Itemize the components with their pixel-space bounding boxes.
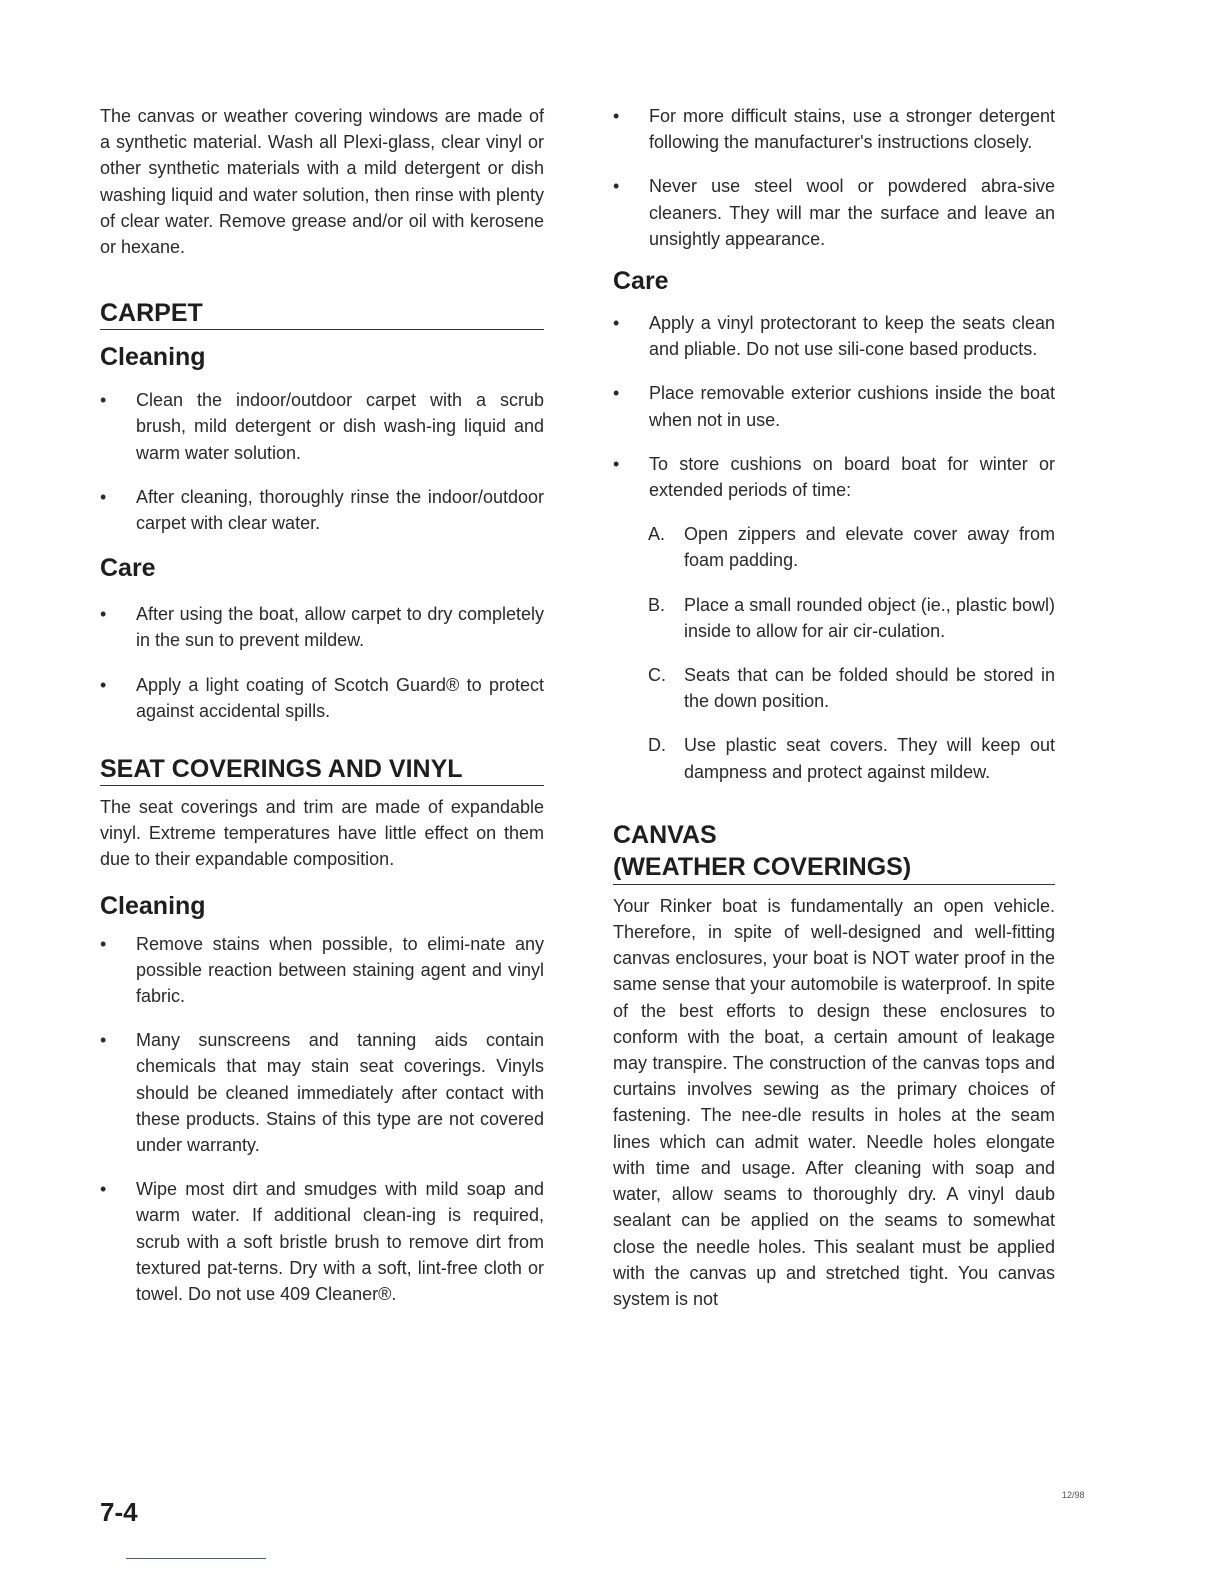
list-item xyxy=(613,173,1055,252)
canvas-section-title xyxy=(613,819,1055,885)
footer-divider xyxy=(126,1558,266,1559)
step-letter: C. xyxy=(648,665,666,686)
list-item xyxy=(100,387,544,466)
list-item xyxy=(613,310,1055,362)
canvas-title-line2: (WEATHER COVERINGS) xyxy=(613,851,1055,885)
stain-tips-list xyxy=(613,103,1055,252)
list-item-text: Wipe most dirt and smudges with mild soap and warm water. If additional clean-ing is required, scrub with a soft bristle brush to remove dirt from textured pat-terns. Dry with a soft, lint-free cloth or towel. Do not use 409 Cleaner®. xyxy=(136,1179,544,1305)
canvas-body-text: Your Rinker boat is fundamentally an open vehicle. Therefore, in spite of well-designed and well-fitting canvas enclosures, your boat is NOT water proof in the same sense that your automobile is waterproof. In spite of the best efforts to design these enclosures to conform with the boat, a certain amount of leakage may transpire. The construction of the canvas tops and curtains involves sewing as the primary choices of fastening. The nee-dle results in holes at the seam lines which can admit water. Needle holes elongate with time and usage. After cleaning with soap and water, allow seams to thoroughly dry. A vinyl daub sealant can be applied on the seams to somewhat close the needle holes. This sealant must be applied with the canvas up and stretched tight. You canvas system is not xyxy=(613,895,1055,1309)
list-item xyxy=(100,1176,544,1307)
list-item-text: Many sunscreens and tanning aids contain chemicals that may stain seat coverings. Vinyls should be cleaned immediately after contact with these products. Stains of this type are not covered under warranty. xyxy=(136,1030,544,1156)
list-item-text: For more difficult stains, use a stronger detergent following the manufacturer's instructions closely. xyxy=(649,106,1055,153)
list-item-text: After using the boat, allow carpet to dry completely in the sun to prevent mildew. xyxy=(136,604,544,651)
bullet-icon: • xyxy=(613,176,620,197)
list-item xyxy=(100,1027,544,1158)
list-item xyxy=(648,592,1055,644)
seat-coverings-intro: The seat coverings and trim are made of expandable vinyl. Extreme temperatures have little effect on them due to their expandable composition. xyxy=(100,797,544,870)
list-item-text: Remove stains when possible, to elimi-nate any possible reaction between staining agent and vinyl fabric. xyxy=(136,933,544,1007)
cushion-storage-steps xyxy=(613,521,1055,785)
list-item-text: Place a small rounded object (ie., plastic bowl) inside to allow for air cir-culation. xyxy=(684,594,1055,641)
left-column xyxy=(100,103,544,1307)
bullet-icon: • xyxy=(613,453,620,474)
bullet-icon: • xyxy=(100,390,107,411)
seat-coverings-section-title: SEAT COVERINGS AND VINYL xyxy=(100,754,544,786)
bullet-icon: • xyxy=(613,313,620,334)
seat-care-heading: Care xyxy=(613,267,669,296)
seat-cleaning-heading: Cleaning xyxy=(100,891,206,920)
canvas-title-line1: CANVAS xyxy=(613,820,717,849)
list-item xyxy=(100,672,544,724)
list-item-text: Never use steel wool or powdered abra-sive cleaners. They will mar the surface and leave an unsightly appearance. xyxy=(649,176,1055,249)
bullet-icon: • xyxy=(100,674,107,695)
step-letter: D. xyxy=(648,735,666,756)
list-item xyxy=(100,601,544,653)
right-column xyxy=(613,103,1055,1312)
list-item-text: Clean the indoor/outdoor carpet with a scrub brush, mild detergent or dish wash-ing liquid and warm water solution. xyxy=(136,390,544,463)
carpet-cleaning-list xyxy=(100,387,544,536)
list-item xyxy=(648,662,1055,714)
list-item-text: Apply a light coating of Scotch Guard® to protect against accidental spills. xyxy=(136,674,544,721)
bullet-icon: • xyxy=(100,933,107,954)
list-item xyxy=(613,380,1055,432)
carpet-care-heading: Care xyxy=(100,554,156,583)
list-item-text: Seats that can be folded should be stored in the down position. xyxy=(684,665,1055,712)
list-item-text: Apply a vinyl protectorant to keep the seats clean and pliable. Do not use sili-cone based products. xyxy=(649,313,1055,360)
bullet-icon: • xyxy=(100,486,107,507)
step-letter: B. xyxy=(648,594,666,615)
carpet-section-title: CARPET xyxy=(100,298,544,330)
carpet-cleaning-heading: Cleaning xyxy=(100,343,206,372)
seat-cleaning-list xyxy=(100,931,544,1308)
list-item-text: Use plastic seat covers. They will keep out dampness and protect against mildew. xyxy=(684,735,1055,782)
carpet-care-list xyxy=(100,601,544,724)
bullet-icon: • xyxy=(613,383,620,404)
bullet-icon: • xyxy=(100,604,107,625)
revision-date: 12/98 xyxy=(1062,1490,1085,1500)
list-item xyxy=(648,521,1055,573)
list-item xyxy=(100,484,544,536)
bullet-icon: • xyxy=(100,1179,107,1200)
bullet-icon: • xyxy=(100,1030,107,1051)
step-letter: A. xyxy=(648,524,666,545)
seat-care-list xyxy=(613,310,1055,503)
canvas-windows-intro: The canvas or weather covering windows are made of a synthetic material. Wash all Plexi-glass, clear vinyl or other synthetic materials with a mild detergent or dish washing liquid and water solution, then rinse with plenty of clear water. Remove grease and/or oil with kerosene or hexane. xyxy=(100,106,544,258)
list-item xyxy=(648,732,1055,784)
list-item xyxy=(613,451,1055,503)
list-item xyxy=(613,103,1055,155)
list-item-text: To store cushions on board boat for winter or extended periods of time: xyxy=(649,453,1055,501)
list-item-text: Place removable exterior cushions inside the boat when not in use. xyxy=(649,383,1055,430)
list-item xyxy=(100,931,544,1010)
bullet-icon: • xyxy=(613,106,620,126)
list-item-text: After cleaning, thoroughly rinse the indoor/outdoor carpet with clear water. xyxy=(136,486,544,534)
list-item-text: Open zippers and elevate cover away from foam padding. xyxy=(684,524,1055,571)
page-number: 7-4 xyxy=(100,1497,138,1527)
